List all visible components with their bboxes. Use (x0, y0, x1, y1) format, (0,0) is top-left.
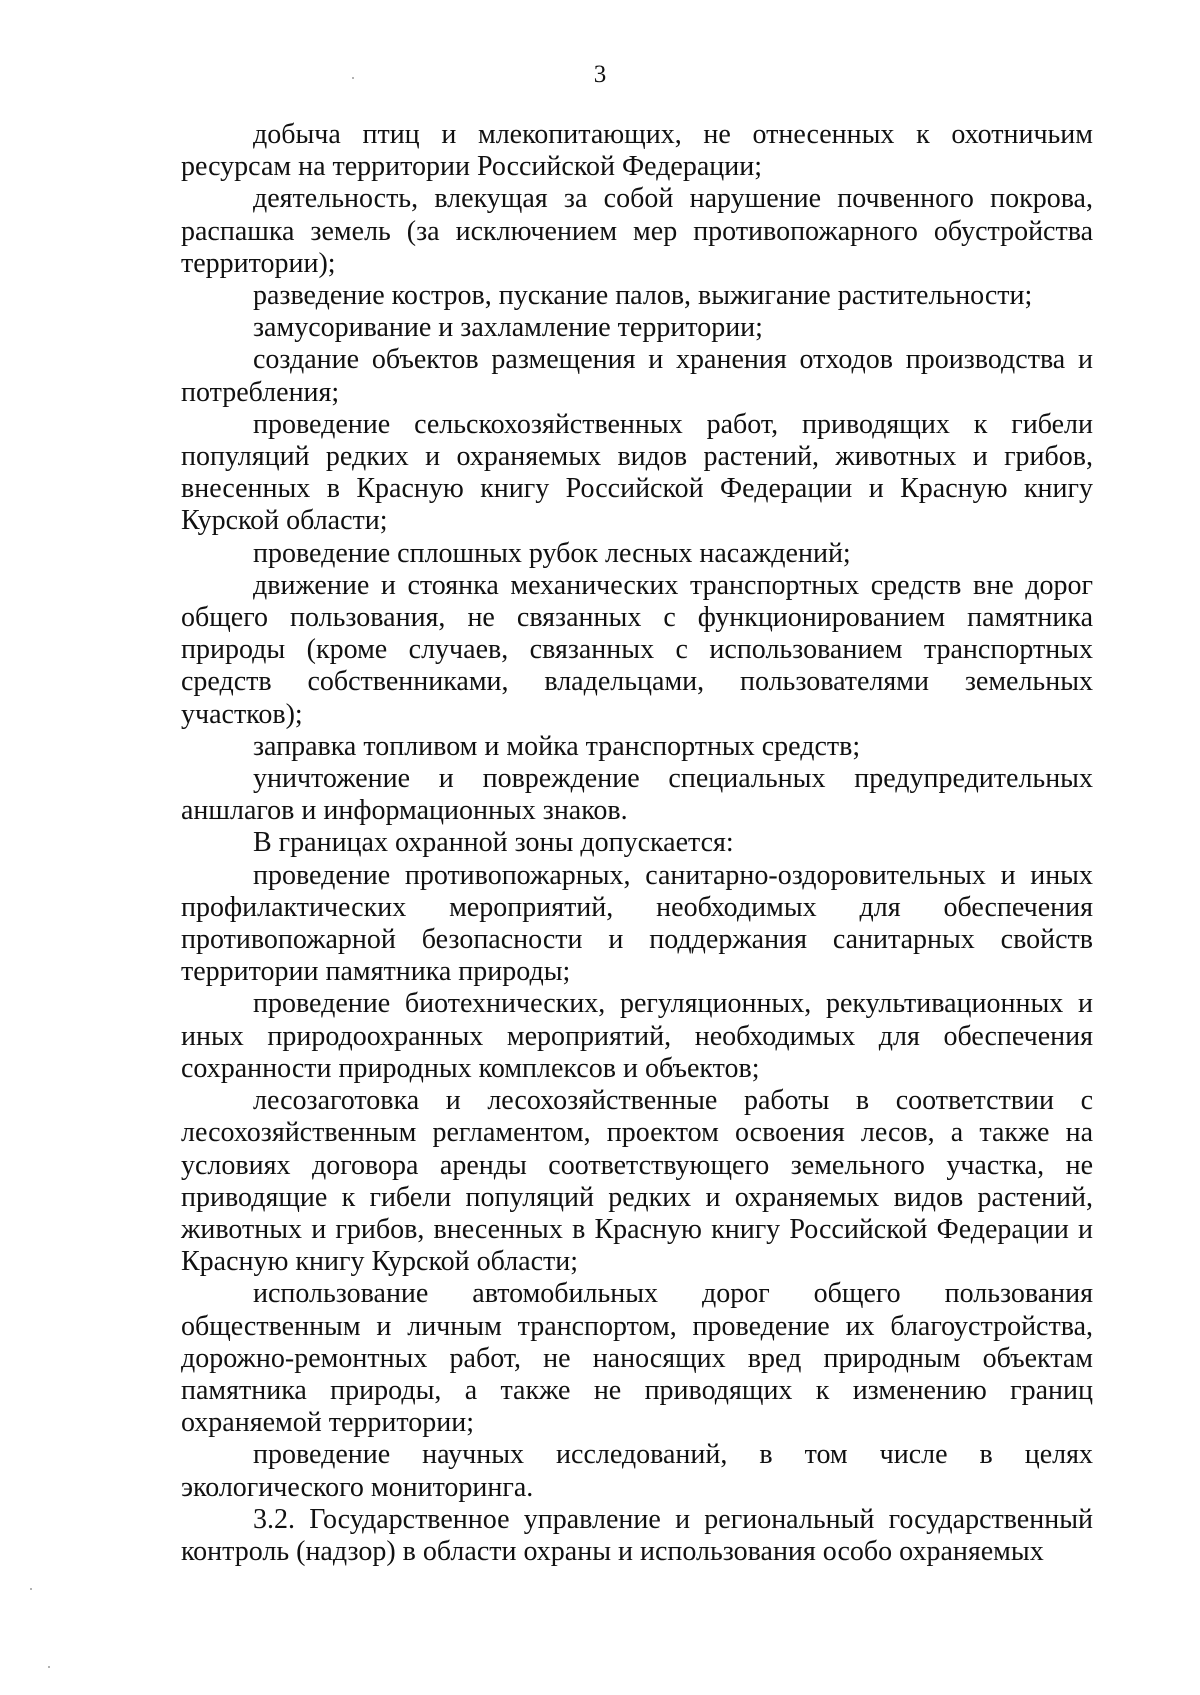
paragraph: 3.2. Государственное управление и региональный государственный контроль (надзор) в области охраны и использования особо охраняемых (181, 1503, 1093, 1567)
paragraph: проведение научных исследований, в том числе в целях экологического мониторинга. (181, 1439, 1093, 1503)
paragraph: добыча птиц и млекопитающих, не отнесенных к охотничьим ресурсам на территории Российской Федерации; (181, 119, 1093, 183)
paragraph: проведение биотехнических, регуляционных, рекультивационных и иных природоохранных мероприятий, необходимых для обеспечения сохранности природных комплексов и объектов; (181, 988, 1093, 1084)
paragraph: движение и стоянка механических транспортных средств вне дорог общего пользования, не связанных с функционированием памятника природы (кроме случаев, связанных с использованием транспортных средств собственниками, владельцами, пользователями земельных участков); (181, 569, 1093, 730)
paragraph: разведение костров, пускание палов, выжигание растительности; (253, 280, 1033, 312)
document-body (181, 119, 1093, 1568)
paragraph: деятельность, влекущая за собой нарушение почвенного покрова, распашка земель (за исключением мер противопожарного обустройства территории); (181, 183, 1093, 279)
paragraph: замусоривание и захламление территории; (253, 312, 763, 344)
paragraph: проведение противопожарных, санитарно-оздоровительных и иных профилактических мероприятий, необходимых для обеспечения противопожарной безопасности и поддержания санитарных свойств территории памятника природы; (181, 859, 1093, 988)
page-number: 3 (593, 61, 607, 88)
paragraph: создание объектов размещения и хранения отходов производства и потребления; (181, 344, 1093, 408)
paragraph: лесозаготовка и лесохозяйственные работы в соответствии с лесохозяйственным регламентом, проектом освоения лесов, а также на условиях договора аренды соответствующего земельного участка, не приводящие к гибели популяций редких и охраняемых видов растений, животных и грибов, внесенных в Красную книгу Российской Федерации и Красную книгу Курской области; (181, 1085, 1093, 1278)
scan-speck (48, 1666, 50, 1668)
paragraph: проведение сельскохозяйственных работ, приводящих к гибели популяций редких и охраняемых видов растений, животных и грибов, внесенных в Красную книгу Российской Федерации и Красную книгу Курской области; (181, 408, 1093, 537)
paragraph: заправка топливом и мойка транспортных средств; (253, 730, 861, 762)
scan-speck (30, 1588, 32, 1590)
paragraph: уничтожение и повреждение специальных предупредительных аншлагов и информационных знаков. (181, 763, 1093, 827)
paragraph: проведение сплошных рубок лесных насаждений; (253, 537, 851, 569)
paragraph: использование автомобильных дорог общего пользования общественным и личным транспортом, проведение их благоустройства, дорожно-ремонтных работ, не наносящих вред природным объектам памятника природы, а также не приводящих к изменению границ охраняемой территории; (181, 1278, 1093, 1439)
section-heading: В границах охранной зоны допускается: (253, 827, 734, 859)
